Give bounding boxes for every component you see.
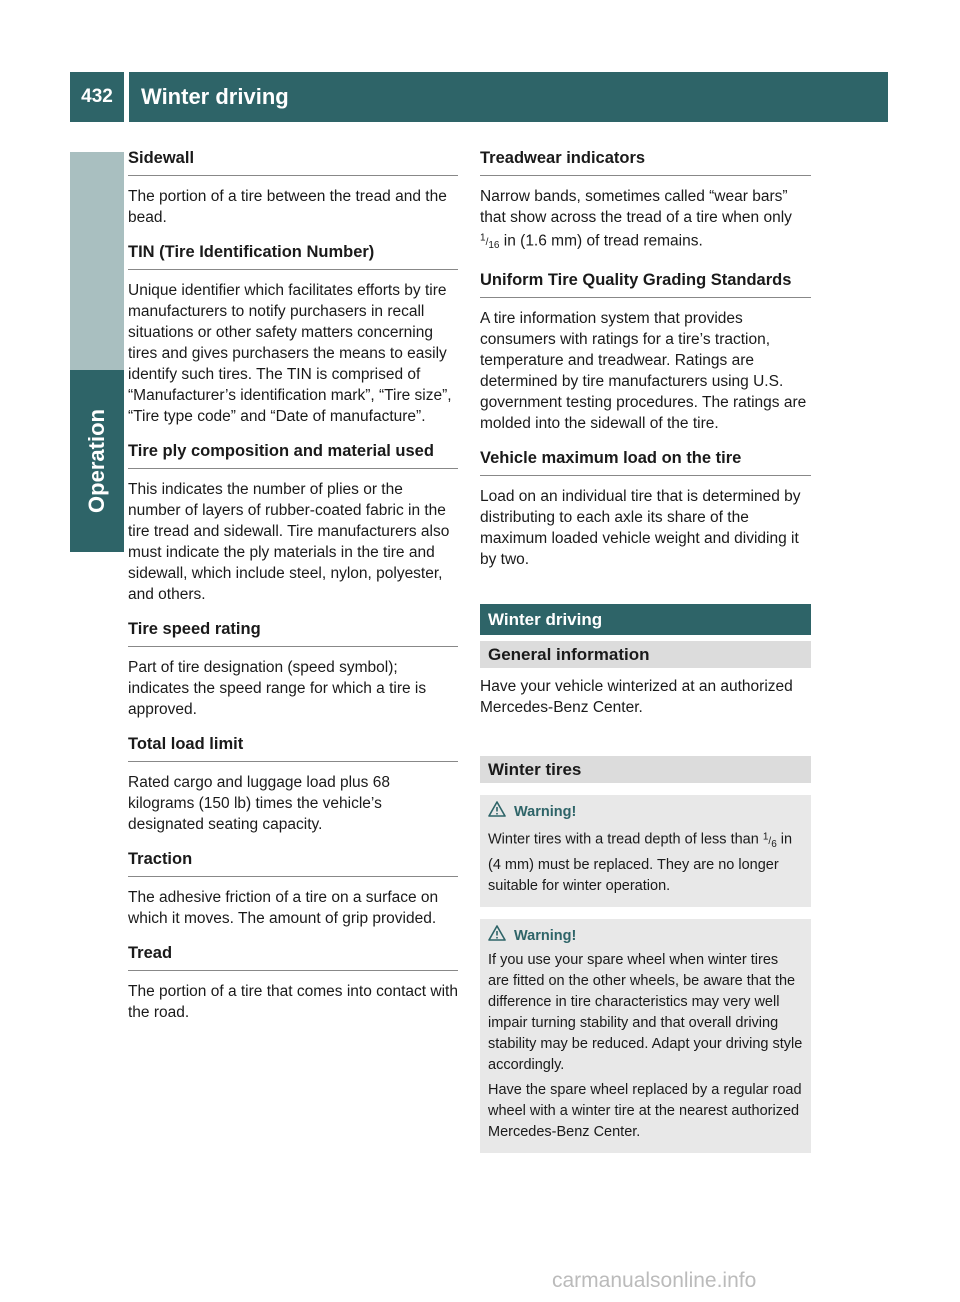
definition: Part of tire designation (speed symbol); indicates the speed range for which a tire is approved.: [128, 659, 427, 718]
warning-box: [480, 795, 811, 906]
definition: The portion of a tire that comes into contact with the road.: [128, 983, 458, 1021]
term-traction: Traction: [128, 849, 458, 877]
general-information-text: Have your vehicle winterized at an authorized Mercedes-Benz Center.: [480, 678, 793, 717]
warning-text: If you use your spare wheel when winter tires are fitted on the other wheels, be aware that the difference in tire characteristics may very well impair turning stability and that overall driving stability may be reduced. Adapt your driving style accordingly.: [488, 951, 803, 1073]
warning-text: Winter tires with a tread depth of less than $^1/_6$ in (4 mm) must be replaced. They are no longer suitable for winter operation.: [488, 831, 793, 894]
definition: Narrow bands, sometimes called “wear bars” that show across the tread of a tire when only $^1/_{16}$ in (1.6 mm) of tread remains.: [480, 188, 792, 252]
warning-triangle-icon: [488, 925, 506, 948]
page-number: 432: [70, 72, 124, 122]
definition: A tire information system that provides consumers with ratings for a tire’s traction, temperature and treadwear. Ratings are determined by tire manufacturers using U.S. government testing procedures. The ratings are molded into the sidewall of the tire.: [480, 310, 807, 433]
term-vehicle-max-load: Vehicle maximum load on the tire: [480, 448, 811, 476]
definition: The adhesive friction of a tire on a surface on which it moves. The amount of grip provided.: [128, 889, 439, 927]
subsection-heading-general-information: General information: [480, 641, 811, 668]
term-utqg: Uniform Tire Quality Grading Standards: [480, 270, 811, 298]
warning-text: Have the spare wheel replaced by a regular road wheel with a winter tire at the nearest authorized Mercedes-Benz Center.: [488, 1081, 802, 1140]
term-speed-rating: Tire speed rating: [128, 619, 458, 647]
watermark: carmanualsonline.info: [552, 1269, 757, 1292]
definition: This indicates the number of plies or the number of layers of rubber-coated fabric in the tire tread and sidewall. Tire manufacturers also must indicate the ply materials in the tire and sidewall, which include steel, nylon, polyester, and others.: [128, 481, 450, 603]
definition: Load on an individual tire that is determined by distributing to each axle its share of the maximum loaded vehicle weight and dividing it by two.: [480, 488, 801, 569]
warning-title: Warning!: [514, 804, 577, 821]
side-tab-label: Operation: [84, 409, 109, 513]
definition: Unique identifier which facilitates efforts by tire manufacturers to notify purchasers in recall situations or other safety matters concerning tires and gives purchasers the means to easily identify such tires. The TIN is comprised of “Manufacturer’s identification mark”, “Tire size”, “Tire type code” and “Date of manufacture”.: [128, 282, 452, 425]
term-total-load-limit: Total load limit: [128, 734, 458, 762]
warning-triangle-icon: [488, 801, 506, 824]
section-heading-winter-driving: Winter driving: [480, 604, 811, 635]
page-title: Winter driving: [129, 72, 888, 122]
term-tin: TIN (Tire Identification Number): [128, 242, 458, 270]
side-tab-accent: [70, 152, 124, 370]
term-tire-ply: Tire ply composition and material used: [128, 441, 458, 469]
warning-box: [480, 919, 811, 1153]
left-column: [128, 148, 458, 1037]
warning-title: Warning!: [514, 927, 577, 944]
fraction: $^1/_6$: [762, 831, 777, 850]
right-column: [480, 148, 811, 1165]
term-tread: Tread: [128, 943, 458, 971]
term-treadwear-indicators: Treadwear indicators: [480, 148, 811, 176]
subsection-heading-winter-tires: Winter tires: [480, 756, 811, 783]
fraction: $^1/_{16}$: [480, 233, 500, 252]
definition: Rated cargo and luggage load plus 68 kilograms (150 lb) times the vehicle’s designated seating capacity.: [128, 774, 390, 833]
term-sidewall: Sidewall: [128, 148, 458, 176]
definition: The portion of a tire between the tread and the bead.: [128, 188, 447, 226]
